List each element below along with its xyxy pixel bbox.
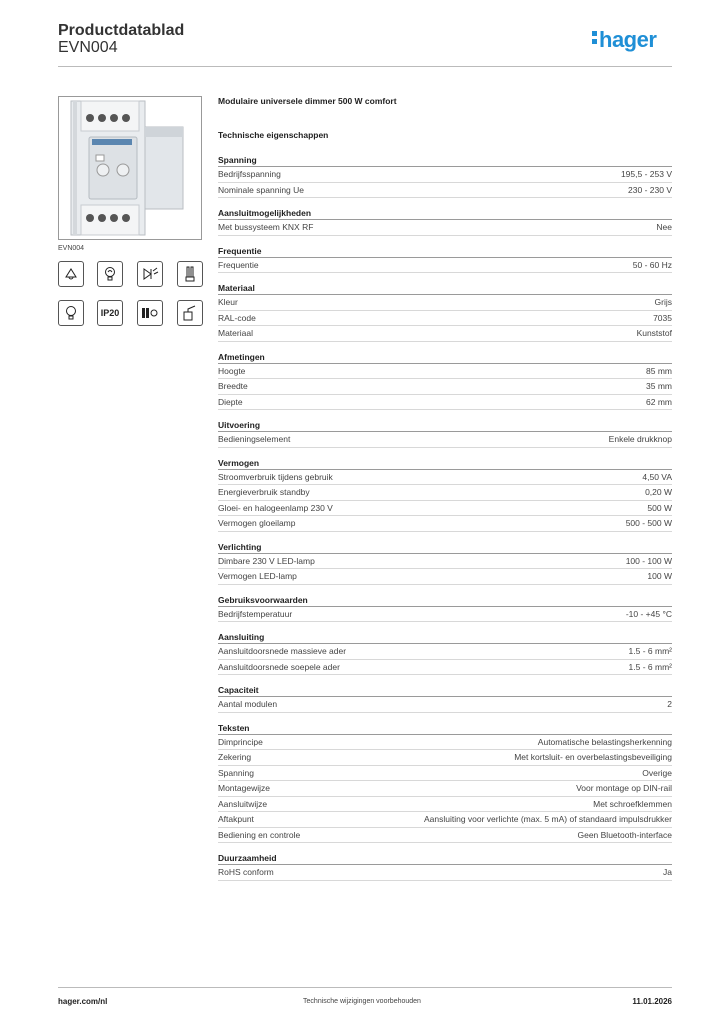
spec-label: Dimprincipe [218, 736, 263, 747]
spec-section [218, 154, 672, 198]
spec-label: Aantal modulen [218, 699, 278, 709]
spec-row [218, 607, 672, 623]
spec-label: Bedrijfstemperatuur [218, 608, 293, 619]
spec-row [218, 485, 672, 501]
spec-row [218, 750, 672, 766]
spec-label: RoHS conform [218, 867, 274, 877]
push-button-icon [177, 300, 203, 326]
spec-label: Aansluitdoorsnede soepele ader [218, 661, 340, 672]
spec-label: Nominale spanning Ue [218, 184, 304, 195]
ip20-label: IP20 [100, 308, 120, 318]
spec-label: Diepte [218, 396, 243, 407]
spec-label: Vermogen LED-lamp [218, 571, 297, 581]
spec-value: 230 - 230 V [628, 184, 672, 195]
footer-website[interactable]: hager.com/nl [58, 997, 108, 1006]
spec-section [218, 594, 672, 623]
spec-row [218, 295, 672, 311]
spec-section [218, 541, 672, 585]
product-subtitle: Modulaire universele dimmer 500 W comfort [218, 96, 397, 106]
section-title: Uitvoering [218, 419, 672, 432]
spec-row [218, 379, 672, 395]
section-title: Materiaal [218, 282, 672, 295]
spec-label: Bedieningselement [218, 434, 291, 444]
spec-label: Aansluitwijze [218, 798, 268, 809]
spec-row [218, 781, 672, 797]
spec-value: Geen Bluetooth-interface [577, 829, 672, 840]
spec-value: Grijs [654, 297, 672, 307]
section-title: Frequentie [218, 245, 672, 258]
spec-content [218, 96, 672, 890]
fluorescent-tube-icon [177, 261, 203, 287]
spec-value: Met schroefklemmen [593, 798, 672, 809]
spec-value: 100 - 100 W [625, 555, 672, 566]
spec-label: Bediening en controle [218, 829, 301, 840]
spec-label: Energieverbruik standby [218, 487, 310, 497]
product-image [58, 96, 202, 240]
section-title: Gebruiksvoorwaarden [218, 594, 672, 607]
footer-divider [58, 987, 672, 988]
spec-section [218, 852, 672, 881]
spec-section [218, 351, 672, 411]
spec-value: 62 mm [646, 396, 672, 407]
spec-row [218, 326, 672, 342]
spec-value: 2 [667, 699, 672, 709]
spec-label: Kleur [218, 297, 238, 307]
spec-value: 50 - 60 Hz [632, 259, 672, 270]
spec-value: 1.5 - 6 mm² [628, 661, 672, 672]
spec-value: 500 W [647, 502, 672, 513]
spec-row [218, 432, 672, 448]
spec-section [218, 419, 672, 448]
spec-row [218, 183, 672, 199]
spec-label: Aftakpunt [218, 814, 254, 824]
spec-section [218, 631, 672, 675]
spec-value: Overige [642, 767, 672, 778]
spec-row [218, 660, 672, 676]
spec-label: Breedte [218, 381, 248, 391]
section-title: Spanning [218, 154, 672, 167]
spec-value: 35 mm [646, 381, 672, 391]
spec-label: Montagewijze [218, 783, 270, 793]
dimmer-module-illustration [59, 97, 201, 239]
spec-row [218, 812, 672, 828]
spec-section [218, 282, 672, 342]
spec-row [218, 554, 672, 570]
spec-sections [218, 154, 672, 881]
spec-label: Hoogte [218, 365, 246, 376]
product-image-label: EVN004 [58, 245, 85, 252]
logo-dots-icon [592, 27, 597, 44]
halogen-bulb-icon [97, 261, 123, 287]
led-bulb-icon [137, 261, 163, 287]
spec-row [218, 470, 672, 486]
spec-value: Aansluiting voor verlichte (max. 5 mA) of standaard impulsdrukker [423, 814, 672, 824]
spec-value: 500 - 500 W [625, 518, 672, 528]
spec-value: Kunststof [636, 328, 672, 338]
spec-value: Automatische belastingsherkenning [537, 736, 672, 747]
spec-row [218, 395, 672, 411]
spec-label: Vermogen gloeilamp [218, 518, 296, 528]
spec-label: Gloei- en halogeenlamp 230 V [218, 502, 333, 513]
section-title: Duurzaamheid [218, 852, 672, 865]
header-divider [58, 66, 672, 67]
spec-section [218, 207, 672, 236]
spec-label: Materiaal [218, 328, 253, 338]
spec-row [218, 865, 672, 881]
logo-text: hager [599, 27, 657, 52]
spec-value: Nee [656, 222, 672, 232]
spec-section [218, 457, 672, 532]
spec-row [218, 569, 672, 585]
spec-row [218, 697, 672, 713]
spec-label: Stroomverbruik tijdens gebruik [218, 471, 333, 482]
page-title: Productdatablad [58, 22, 185, 39]
section-title: Aansluiting [218, 631, 672, 644]
section-title: Vermogen [218, 457, 672, 470]
section-title: Aansluitmogelijkheden [218, 207, 672, 220]
spec-value: 0,20 W [645, 487, 672, 497]
spec-row [218, 644, 672, 660]
spec-label: Bedrijfsspanning [218, 169, 281, 179]
spec-value: Voor montage op DIN-rail [576, 783, 672, 793]
spec-value: Ja [663, 867, 672, 877]
product-code: EVN004 [58, 39, 118, 56]
spec-row [218, 258, 672, 274]
spec-value: -10 - +45 °C [625, 608, 672, 619]
spec-label: Frequentie [218, 259, 259, 270]
spec-row [218, 735, 672, 751]
spec-value: 85 mm [646, 365, 672, 376]
footer-disclaimer: Technische wijzigingen voorbehouden [303, 998, 421, 1005]
spec-section [218, 245, 672, 274]
spec-row [218, 364, 672, 380]
spec-value: Enkele drukknop [608, 434, 672, 444]
spec-value: 7035 [653, 312, 672, 323]
spec-label: Zekering [218, 752, 252, 762]
spec-value: 100 W [647, 571, 672, 581]
section-title: Teksten [218, 722, 672, 735]
spec-label: Spanning [218, 767, 254, 778]
footer-date: 11.01.2026 [632, 997, 672, 1006]
spec-label: RAL-code [218, 312, 256, 323]
spec-value: 195,5 - 253 V [620, 169, 672, 179]
spec-row [218, 167, 672, 183]
spec-row [218, 797, 672, 813]
spec-value: 1.5 - 6 mm² [628, 646, 672, 656]
spec-value: 4,50 VA [642, 471, 672, 482]
spec-section [218, 722, 672, 844]
spec-row [218, 828, 672, 844]
din-rail-module-icon [137, 300, 163, 326]
spec-value: Met kortsluit- en overbelastingsbeveiliging [514, 752, 672, 762]
tech-properties-title: Technische eigenschappen [218, 130, 329, 140]
spec-row [218, 311, 672, 327]
spec-label: Aansluitdoorsnede massieve ader [218, 646, 347, 656]
spec-row [218, 516, 672, 532]
spec-section [218, 684, 672, 713]
section-title: Verlichting [218, 541, 672, 554]
section-title: Capaciteit [218, 684, 672, 697]
spec-row [218, 501, 672, 517]
section-title: Afmetingen [218, 351, 672, 364]
spec-label: Met bussysteem KNX RF [218, 222, 314, 232]
light-bulb-icon [58, 300, 84, 326]
spec-row [218, 220, 672, 236]
ip20-icon [97, 300, 123, 326]
ceiling-lamp-icon [58, 261, 84, 287]
spec-label: Dimbare 230 V LED-lamp [218, 555, 315, 566]
spec-row [218, 766, 672, 782]
hager-logo [592, 27, 656, 53]
